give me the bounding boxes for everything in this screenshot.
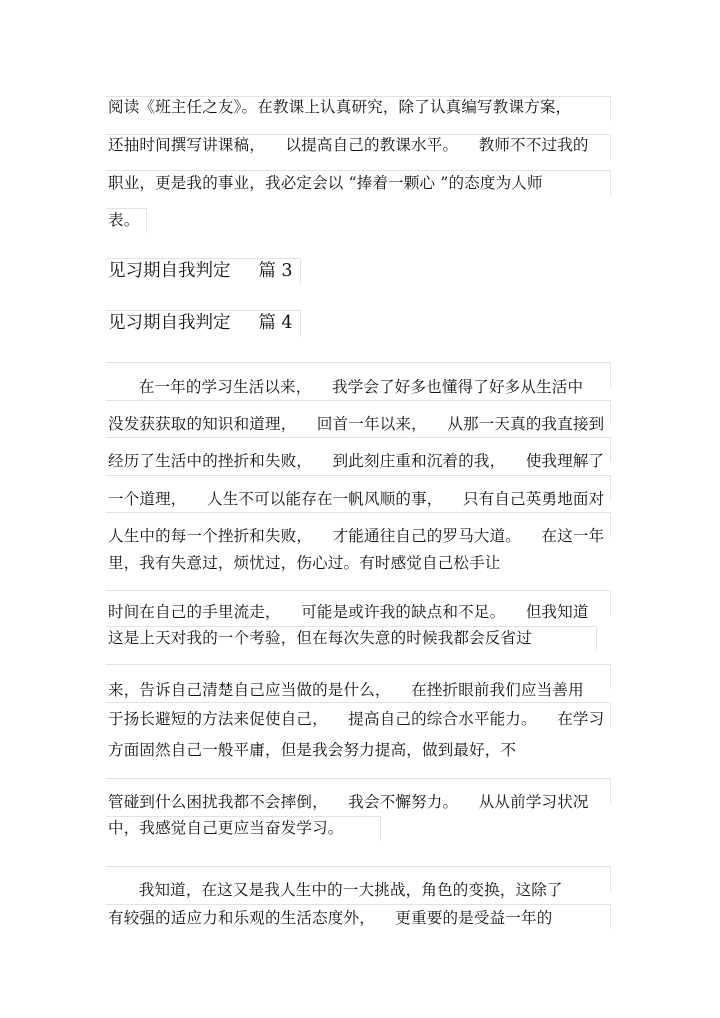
paragraph-line: 还抽时间撰写讲课稿， 以提高自己的教课水平。 教师不不过我的	[108, 136, 589, 154]
paragraph-line: 经历了生活中的挫折和失败， 到此刻庄重和沉着的我， 使我理解了	[108, 452, 605, 470]
paragraph-line: 阅读《班主任之友》。在教课上认真研究，除了认真编写教课方案，	[108, 98, 572, 116]
paragraph-line: 职业，更是我的事业，我必定会以 “捧着一颗心 ”的态度为人师	[108, 174, 543, 192]
section-heading-4: 见习期自我判定 篇 4	[108, 313, 293, 333]
paragraph-line: 表。	[108, 211, 140, 229]
paragraph-line: 时间在自己的手里流走， 可能是或许我的缺点和不足。 但我知道	[108, 603, 589, 621]
paragraph-line: 一个道理， 人生不可以能存在一帆风顺的事， 只有自己英勇地面对	[108, 490, 605, 508]
paragraph-line: 我知道，在这又是我人生中的一大挑战，角色的变换，这除了	[108, 881, 563, 899]
paragraph-line: 没发获获取的知识和道理， 回首一年以来， 从那一天真的我直接到	[108, 415, 605, 433]
paragraph-line: 于扬长避短的方法来促使自己， 提高自己的综合水平能力。 在学习	[108, 710, 605, 728]
paragraph-line: 有较强的适应力和乐观的生活态度外， 更重要的是受益一年的	[108, 909, 553, 927]
paragraph-line: 方面固然自己一般平庸，但是我会努力提高，做到最好，不	[108, 741, 517, 759]
section-heading-3: 见习期自我判定 篇 3	[108, 261, 293, 281]
paragraph-line: 在一年的学习生活以来， 我学会了好多也懂得了好多从生活中	[108, 378, 584, 396]
paragraph-line: 人生中的每一个挫折和失败， 才能通往自己的罗马大道。 在这一年	[108, 527, 605, 545]
paragraph-line: 里，我有失意过，烦忧过，伤心过。有时感觉自己松手让	[108, 554, 501, 572]
paragraph-line: 这是上天对我的一个考验，但在每次失意的时候我都会反省过	[108, 629, 532, 647]
paragraph-line: 中，我感觉自己更应当奋发学习。	[108, 819, 344, 837]
paragraph-line: 来，告诉自己清楚自己应当做的是什么， 在挫折眼前我们应当善用	[108, 681, 584, 699]
paragraph-line: 管碰到什么困扰我都不会摔倒， 我会不懈努力。 从从前学习状况	[108, 793, 589, 811]
